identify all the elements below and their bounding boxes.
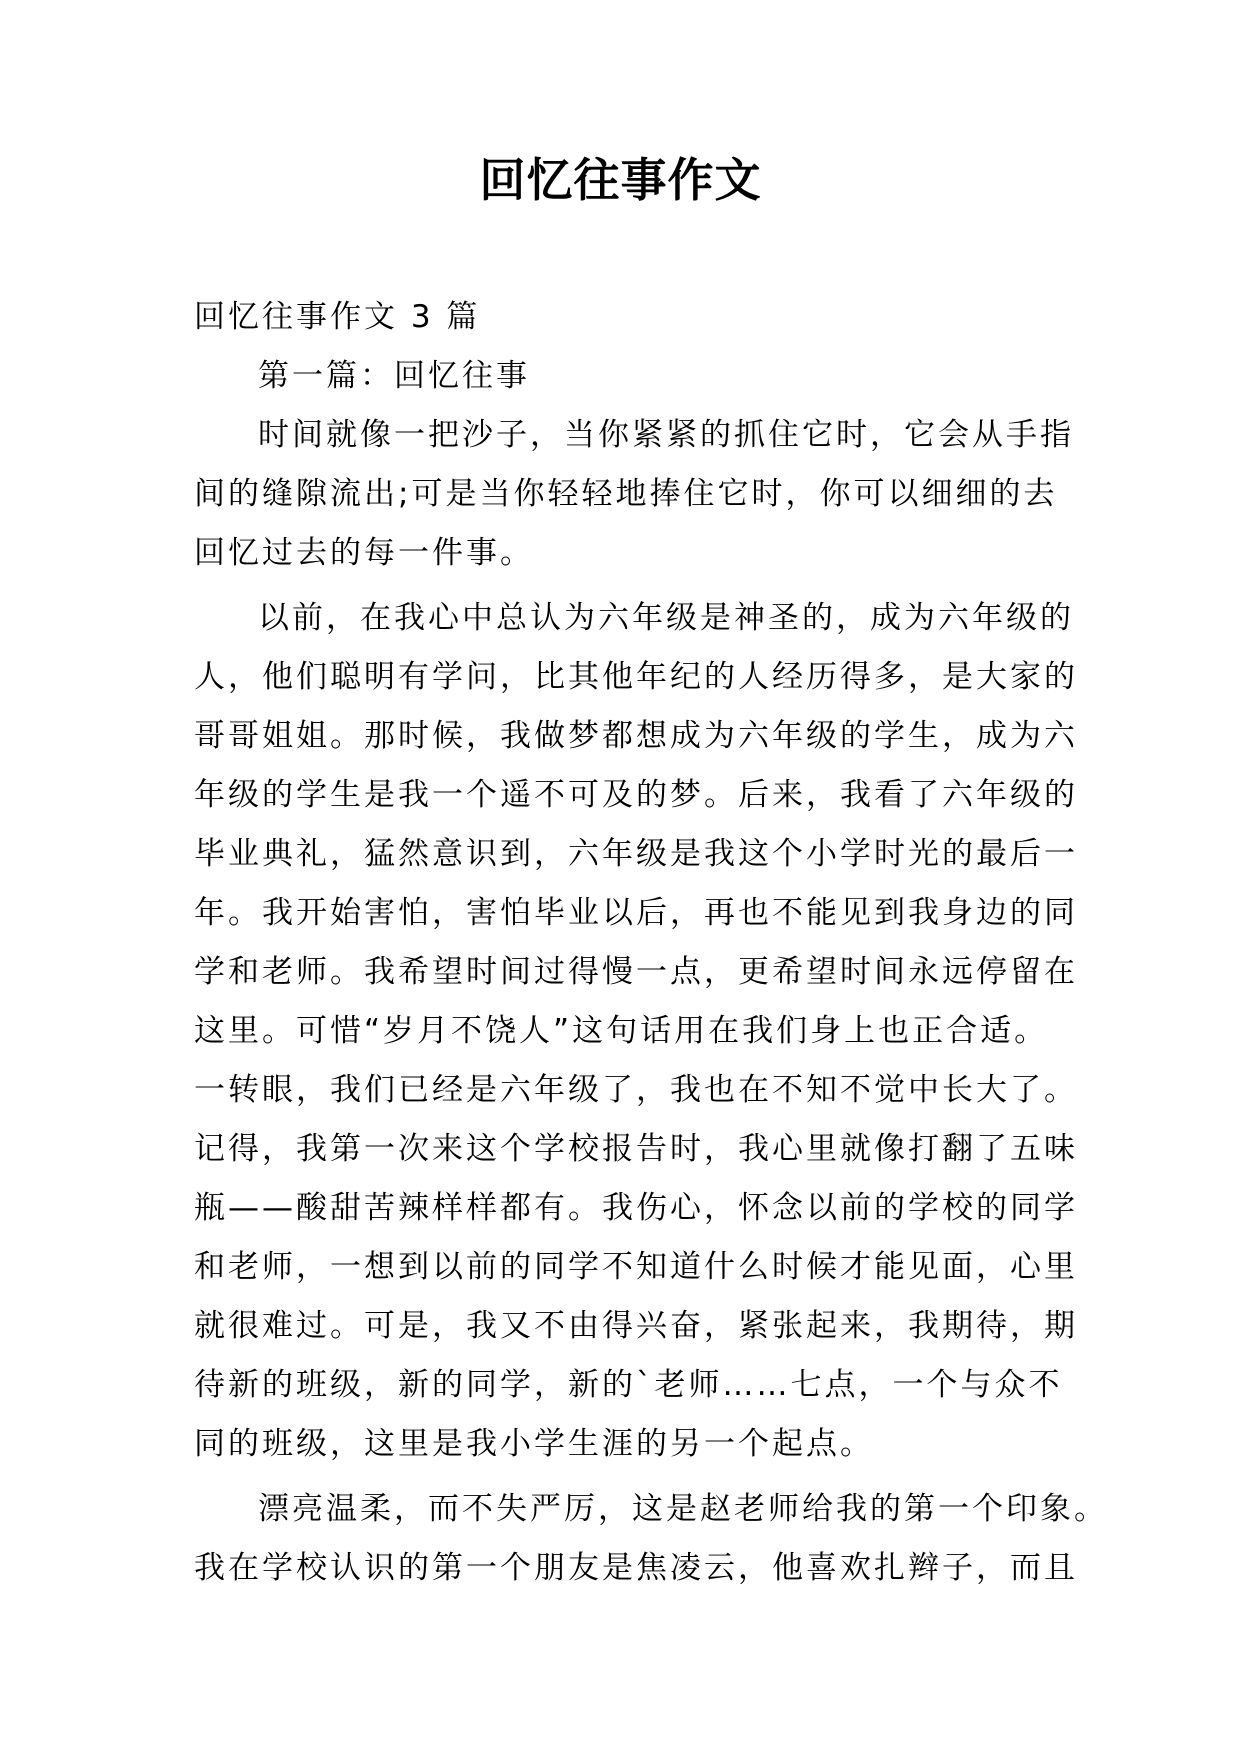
paragraph-line: 学和老师。我希望时间过得慢一点，更希望时间永远停留在: [194, 954, 1078, 990]
paragraph-line: 一转眼，我们已经是六年级了，我也在不知不觉中长大了。: [194, 1072, 1078, 1108]
document-title: 回忆往事作文: [479, 153, 762, 207]
paragraph-line: 记得，我第一次来这个学校报告时，我心里就像打翻了五味: [194, 1131, 1078, 1167]
paragraph-line: 回忆过去的每一件事。: [194, 535, 534, 571]
paragraph-line: 同的班级，这里是我小学生涯的另一个起点。: [194, 1426, 874, 1462]
paragraph-line: 年级的学生是我一个遥不可及的梦。后来，我看了六年级的: [194, 777, 1078, 813]
paragraph-line: 瓶——酸甜苦辣样样都有。我伤心，怀念以前的学校的同学: [194, 1190, 1078, 1226]
paragraph-line: 这里。可惜“岁月不饶人”这句话用在我们身上也正合适。: [194, 1013, 1049, 1049]
document-body: [194, 288, 1108, 1598]
paragraph-line: 就很难过。可是，我又不由得兴奋，紧张起来，我期待，期: [194, 1308, 1078, 1344]
paragraph-line: 人，他们聪明有学问，比其他年纪的人经历得多，是大家的: [194, 659, 1078, 695]
paragraph-1: [194, 406, 1074, 583]
paragraph-3: [194, 1480, 1108, 1598]
paragraph-line: 时间就像一把沙子，当你紧紧的抓住它时，它会从手指: [258, 417, 1074, 453]
paragraph-line: 和老师，一想到以前的同学不知道什么时候才能见面，心里: [194, 1249, 1078, 1285]
paragraph-line: 年。我开始害怕，害怕毕业以后，再也不能见到我身边的同: [194, 895, 1078, 931]
paragraph-line: 间的缝隙流出;可是当你轻轻地捧住它时，你可以细细的去: [194, 476, 1058, 512]
paragraph-line: 以前，在我心中总认为六年级是神圣的，成为六年级的: [258, 600, 1074, 636]
paragraph-line: 毕业典礼，猛然意识到，六年级是我这个小学时光的最后一: [194, 836, 1078, 872]
document-subtitle: 回忆往事作文 3 篇: [194, 299, 481, 335]
paragraph-line: 我在学校认识的第一个朋友是焦凌云，他喜欢扎辫子，而且: [194, 1550, 1078, 1586]
section-heading: 第一篇：回忆往事: [258, 358, 530, 394]
paragraph-line: 漂亮温柔，而不失严厉，这是赵老师给我的第一个印象。: [258, 1491, 1108, 1527]
paragraph-2: [194, 589, 1078, 1474]
paragraph-line: 哥哥姐姐。那时候，我做梦都想成为六年级的学生，成为六: [194, 718, 1078, 754]
paragraph-line: 待新的班级，新的同学，新的`老师……七点，一个与众不: [194, 1367, 1063, 1403]
